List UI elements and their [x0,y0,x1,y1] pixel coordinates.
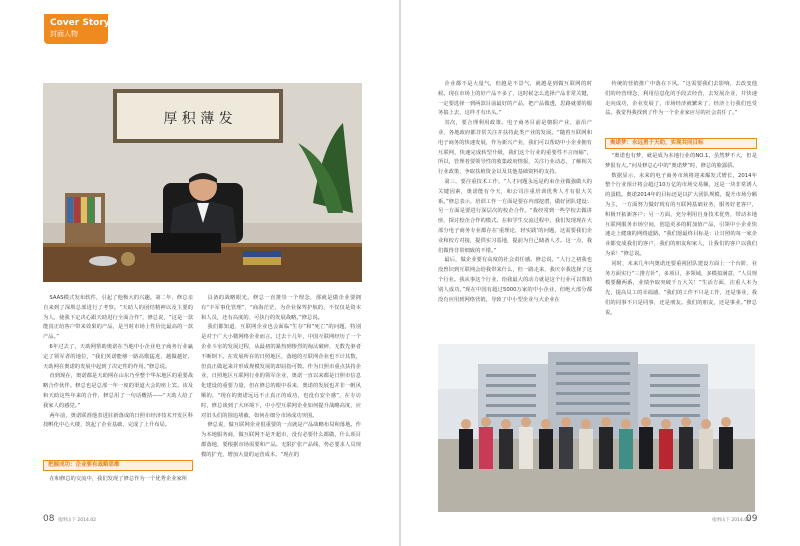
spacer-2 [757,344,758,345]
footer-meta-left: 指明山下 2014.02 [58,518,97,523]
paragraph: 企业都不是大量气，但越是不景气，就越是到做互联网的时候。现在市场上的好产品不多了，这时候怎么选择产品非常关键，一定要选择一到两款目前最好的产品，把产品做透，思路就要的服务搞上去，这样才有出头。” [438,81,592,117]
paragraph: 同时，未来几年内奥诺还要重视团队建设方面上一个台阶，业务方面实行“三推方针”，多项目，多领域，多模拟满意，“人员规模要翻两番，业绩争取突破千万大关！”生活方面，注重人本为先，提高员工的幸福感，“我们的工作不只是工作，还是事业，我们的同事不只是同事，还是朋友。我们的朋友，还是事业。”修总说。 [605,260,757,316]
paragraph: 第三，要注重技术工作。“人才问题永远是约束企业做强做大的关键因素，奥诺能有今天，和公司注重培训优秀人才有很大关系。”修总表示，培训工作一方面是要在内部挖潜，做好团队建设；另一方面是要进行深层次的校企合作。“我经常到一些学校去做讲座，探讨校企合作的模式。在和学生交流过程中，我们发现现在大部分电子商务专业都存在‘重理论，轻实践’的问题，这需要我们企业和校方对接，提供实习基地，提前为自己储备人才。这一点，我们做得非常细致的不错。” [438,178,592,254]
text-column-2 [201,294,361,509]
paragraph: 在和修总的交流中，我们发现了修总作为一个优秀企业家所 [49,476,188,482]
paragraph: 传统的营销推广中落在下风。“这需要我们去影响，去改变他们的经营理念，利用信息化的手段去经营，去发展企业，并快速走向成功，企业发展了，市场经济就繁荣了，经济上行我们也受益。我觉得我找到了作为一个企业家应尽的社会责任了。” [605,81,757,117]
page-number-left: 08 [43,514,55,524]
paragraph: 直到现在，奥诺都是天助网在山东乃至整个华东地区的重要战略合作伙伴。修总也是总部一年一度的渠道大会的座上宾。该及和天助这些年来的合作，修总用了一句话概括——“天助人给了我家人的感觉。” [43,373,193,409]
text-column-1-tail [43,475,193,505]
paragraph: 其次，要合理利用政策。电子商务目前是朝阳产业、前沿产业，各地政府都非常关注并扶持此类产业的发展。“随着互联网和电子商务的快速发展，作为新兴产业，我们可以帮助中小企业拥有互联网，快速完成转型升级，我们这个行业的重要性不言而喻”，所以，管理者要领导性的收集政府情报，关注行业动态，了解相关行业政策，争取扶植资金以及其他基础资料的支持。 [438,120,592,176]
paragraph: 我们都知道，互联网企业也会面临“生存”和“死亡”的问题，特别是对于广大小微网络企业而言。过去十几年，中国互联网经历了一个企业斗室的发展过程，从最初的暴热到惨烈的淘汰破碎，无数先驱者不断倒下。在发展所在的日照地区，落地的互联网企业也不计其数，但真正做起来并形成规模发展的却屈指可数。作为日照市重点扶持企业，日照地区互联网行业的领军企业，奥诺一直以来都是日照市信息化建设的重要力量，但在修总的眼中看来，奥诺的发展也并非一帆风顺的，“现在的奥诺远远不止真正的成功，也没有安全感”，在专访时，修总谈到了大环境下，中小型互联网企业如何提升战略高度，应对旧头们的围追堵截，如何在细分市场成功突围。 [201,324,361,419]
calligraphy-scroll-text: 厚 积 薄 发 [163,111,233,127]
footer-meta-right: 指明山下 2014.02 [712,518,751,523]
paragraph: 数据显示，未来的电子商务市场将迎来爆发式增长，2014年整个行业预计将会超过10万亿的市场交易额，这是一块非常诱人的蛋糕。奥诺2014年的目标还是以扩大团队规模，提升市场分额为主，一方面努力做好现有的互联网基础业务，服务好老客户，积极开拓新客户；另一方面，充分利用自身技术优势，带动本地互联网服务市场空间，创造更多的附加值产品，引领中小企业快速走上健康的网络道路。“我们愿最终目标是：让日照的每一家企业都变成我们的客户，我们的朋友和家人，让我们的客户以我们为荣！”修总说。 [605,172,757,257]
team-group-photo [438,344,755,512]
page-fold [399,0,401,546]
executive-office-photo [43,83,362,282]
section-tab [44,14,108,44]
page-number-right: 09 [746,514,758,524]
text-column-4 [605,152,757,338]
text-column-4-top [605,80,757,135]
paragraph: 两年前，奥诺联准他表进驻新落成的日照市经济技术开发区科技孵化中心大楼，筑起了企业基础，完成了上升布局。 [43,412,193,429]
paragraph: 具备的战略眼光。修总一直推崇一个理念，那就是做企业要拥有“丰军事化管理”，“商海茫茫，为企业保驾护航的，不仅仅是资本和人员，还有高度的、可执行的发展战略。”修总说。 [201,295,361,321]
section-title-cn: 封面人物 [50,30,78,38]
text-column-3 [438,80,592,338]
subheading-bar: 奥诺梦：永远勇于天助，实现共同目标 [605,138,757,149]
paragraph: “奥诺也有梦，就是成为本地行业的NO.1，虽然梦不大，但是梦很有大。”问及修总心中的“奥诺梦”时，修总的脸露骄。 [605,153,757,169]
paragraph: 修总说，做互联网企业很重要的一点就是产品战略布局和落地。作为本地服务商，做互联网不是开超市，没有必要什么都做，什么项目都落地，要根据市场需要和产品。无限扩张产品线，势必要求人员规模的扩充，增加大量的运营成本。“现在的 [201,422,361,458]
section-title-en: Cover Story [50,18,110,28]
subheading-bar: 把握成功：企业要有战略思维 [43,460,193,471]
paragraph: 6年过去了，天助网帮助奥诺在当地中小企业电子商务行业赢定了领军者的地位，“我们英诺能够一路高歌猛进，越做越好，天助网在奥诺的发展中起到了决定性的作用。”修总说。 [43,343,193,370]
paragraph: 最后，做企业要有高度的社会责任感。修总说，“人行之初我也没曾识到互联网会给我带来什么，但一路走来，我庆幸我选择了这个行业。我从事这个行业，给我最大的动力就是这个行业可以帮助别人成功。”现在中国有超过5000万家的中小企业，但绝大部分都没有应用到网络营销，导致了中小型企业与大企业在 [438,257,592,303]
paragraph: SAAS模式发布软件，引起了他极大的兴趣。第二年，修总亲自来到了深圳总部进行了考察。“天助人的团结精神以及主要的为人，使我下定决心跟天助进行全面合作”，修总说，“这是一款能真正给客户带来效果的产品，是当时市场上性价比最高的一款产品。” [43,295,193,341]
